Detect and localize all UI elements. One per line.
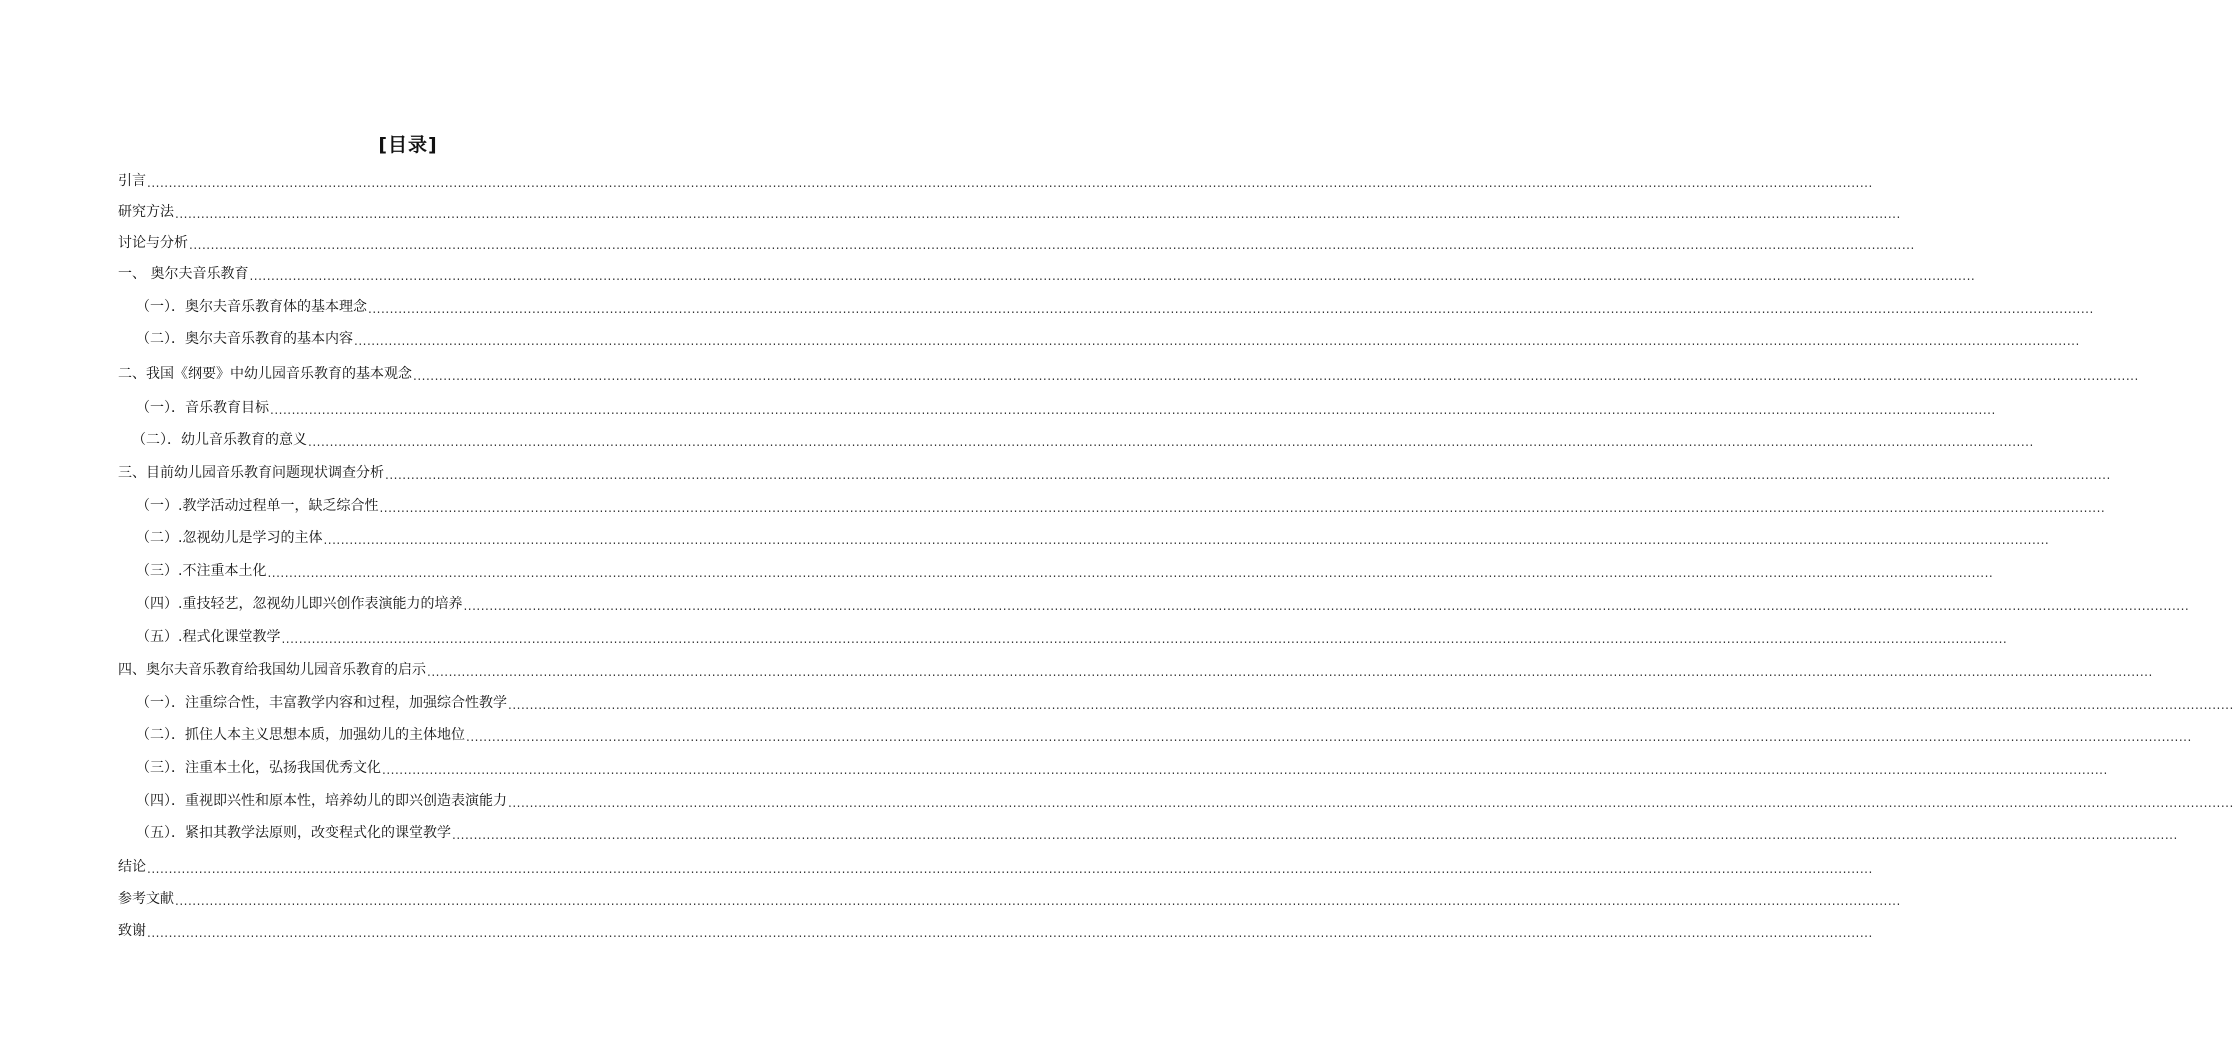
dot-leader: ................................................................................................................................................................................................................................................................................................................................................................................................................ <box>323 533 2050 547</box>
toc-entry-label: 参考文献 <box>118 891 174 907</box>
toc-entry-label: 致谢 <box>118 923 146 939</box>
dot-leader: ................................................................................................................................................................................................................................................................................................................................................................................................................ <box>385 468 2111 482</box>
dot-leader: ................................................................................................................................................................................................................................................................................................................................................................................................................ <box>147 176 1873 190</box>
dot-leader: ................................................................................................................................................................................................................................................................................................................................................................................................................ <box>270 403 1996 417</box>
dot-leader: ................................................................................................................................................................................................................................................................................................................................................................................................................ <box>281 632 2008 646</box>
toc-entry-label: 二、我国《纲要》中幼儿园音乐教育的基本观念 <box>118 366 412 382</box>
toc-entry <box>136 328 2080 348</box>
toc-entry-label: （三）．注重本土化，弘扬我国优秀文化 <box>136 760 381 776</box>
toc-entry-label: （一）．注重综合性，丰富教学内容和过程，加强综合性教学 <box>136 695 507 711</box>
dot-leader: ................................................................................................................................................................................................................................................................................................................................................................................................................ <box>368 302 2094 316</box>
toc-entry <box>118 920 1873 940</box>
dot-leader: ................................................................................................................................................................................................................................................................................................................................................................................................................ <box>413 369 2139 383</box>
dot-leader: ................................................................................................................................................................................................................................................................................................................................................................................................................ <box>452 828 2178 842</box>
dot-leader: ................................................................................................................................................................................................................................................................................................................................................................................................................ <box>147 926 1873 940</box>
toc-entry-label: （五）．紧扣其教学法原则，改变程式化的课堂教学 <box>136 825 451 841</box>
toc-entry-label: 四、奥尔夫音乐教育给我国幼儿园音乐教育的启示 <box>118 662 426 678</box>
toc-entry <box>136 724 2192 744</box>
toc-title: [目录] <box>378 134 438 156</box>
toc-entry <box>118 170 1873 190</box>
toc-entry <box>118 363 2139 383</box>
toc-entry <box>136 692 2234 712</box>
toc-entry <box>136 527 2050 547</box>
toc-entry-label: 一、 奥尔夫音乐教育 <box>118 266 249 282</box>
toc-entry <box>136 593 2190 613</box>
toc-entry-label: （二）．奥尔夫音乐教育的基本内容 <box>136 331 353 347</box>
toc-entry-label: （一）.教学活动过程单一，缺乏综合性 <box>136 498 379 514</box>
toc-entry <box>118 659 2153 679</box>
toc-entry <box>136 560 1994 580</box>
toc-entry-label: （二）.忽视幼儿是学习的主体 <box>136 530 323 546</box>
dot-leader: ................................................................................................................................................................................................................................................................................................................................................................................................................ <box>175 894 1901 908</box>
toc-entry-label: （三）.不注重本土化 <box>136 563 267 579</box>
toc-entry-label: （二）．幼儿音乐教育的意义 <box>132 432 307 448</box>
toc-entry-label: 结论 <box>118 859 146 875</box>
dot-leader: ................................................................................................................................................................................................................................................................................................................................................................................................................ <box>382 763 2108 777</box>
toc-entry <box>118 888 1901 908</box>
toc-entry-label: 讨论与分析 <box>118 235 188 251</box>
dot-leader: ................................................................................................................................................................................................................................................................................................................................................................................................................ <box>267 566 1994 580</box>
toc-entry <box>136 790 2234 810</box>
dot-leader: ................................................................................................................................................................................................................................................................................................................................................................................................................ <box>189 238 1915 252</box>
dot-leader: ................................................................................................................................................................................................................................................................................................................................................................................................................ <box>147 862 1873 876</box>
dot-leader: ................................................................................................................................................................................................................................................................................................................................................................................................................ <box>379 501 2106 515</box>
dot-leader: ................................................................................................................................................................................................................................................................................................................................................................................................................ <box>508 796 2234 810</box>
toc-entry <box>118 201 1901 221</box>
dot-leader: ................................................................................................................................................................................................................................................................................................................................................................................................................ <box>249 269 1976 283</box>
toc-entry <box>118 263 1976 283</box>
toc-entry <box>118 462 2111 482</box>
toc-entry-label: 三、目前幼儿园音乐教育问题现状调查分析 <box>118 465 384 481</box>
toc-entry-label: （四）.重技轻艺，忽视幼儿即兴创作表演能力的培养 <box>136 596 463 612</box>
toc-entry <box>132 429 2034 449</box>
toc-entry <box>136 296 2094 316</box>
toc-entry <box>136 757 2108 777</box>
toc-entry <box>136 822 2178 842</box>
toc-entry <box>136 397 1996 417</box>
toc-entry-label: （一）．奥尔夫音乐教育体的基本理念 <box>136 299 367 315</box>
toc-entry-label: （五）.程式化课堂教学 <box>136 629 281 645</box>
dot-leader: ................................................................................................................................................................................................................................................................................................................................................................................................................ <box>508 698 2234 712</box>
dot-leader: ................................................................................................................................................................................................................................................................................................................................................................................................................ <box>354 334 2080 348</box>
toc-entry <box>136 495 2106 515</box>
toc-entry-label: （二）．抓住人本主义思想本质，加强幼儿的主体地位 <box>136 727 465 743</box>
dot-leader: ................................................................................................................................................................................................................................................................................................................................................................................................................ <box>175 207 1901 221</box>
dot-leader: ................................................................................................................................................................................................................................................................................................................................................................................................................ <box>308 435 2034 449</box>
toc-entry-label: （一）．音乐教育目标 <box>136 400 269 416</box>
toc-entry <box>136 626 2008 646</box>
dot-leader: ................................................................................................................................................................................................................................................................................................................................................................................................................ <box>463 599 2190 613</box>
toc-entry <box>118 232 1915 252</box>
dot-leader: ................................................................................................................................................................................................................................................................................................................................................................................................................ <box>427 665 2153 679</box>
dot-leader: ................................................................................................................................................................................................................................................................................................................................................................................................................ <box>466 730 2192 744</box>
toc-entry <box>118 856 1873 876</box>
toc-entry-label: 引言 <box>118 173 146 189</box>
toc-entry-label: 研究方法 <box>118 204 174 220</box>
toc-entry-label: （四）．重视即兴性和原本性，培养幼儿的即兴创造表演能力 <box>136 793 507 809</box>
